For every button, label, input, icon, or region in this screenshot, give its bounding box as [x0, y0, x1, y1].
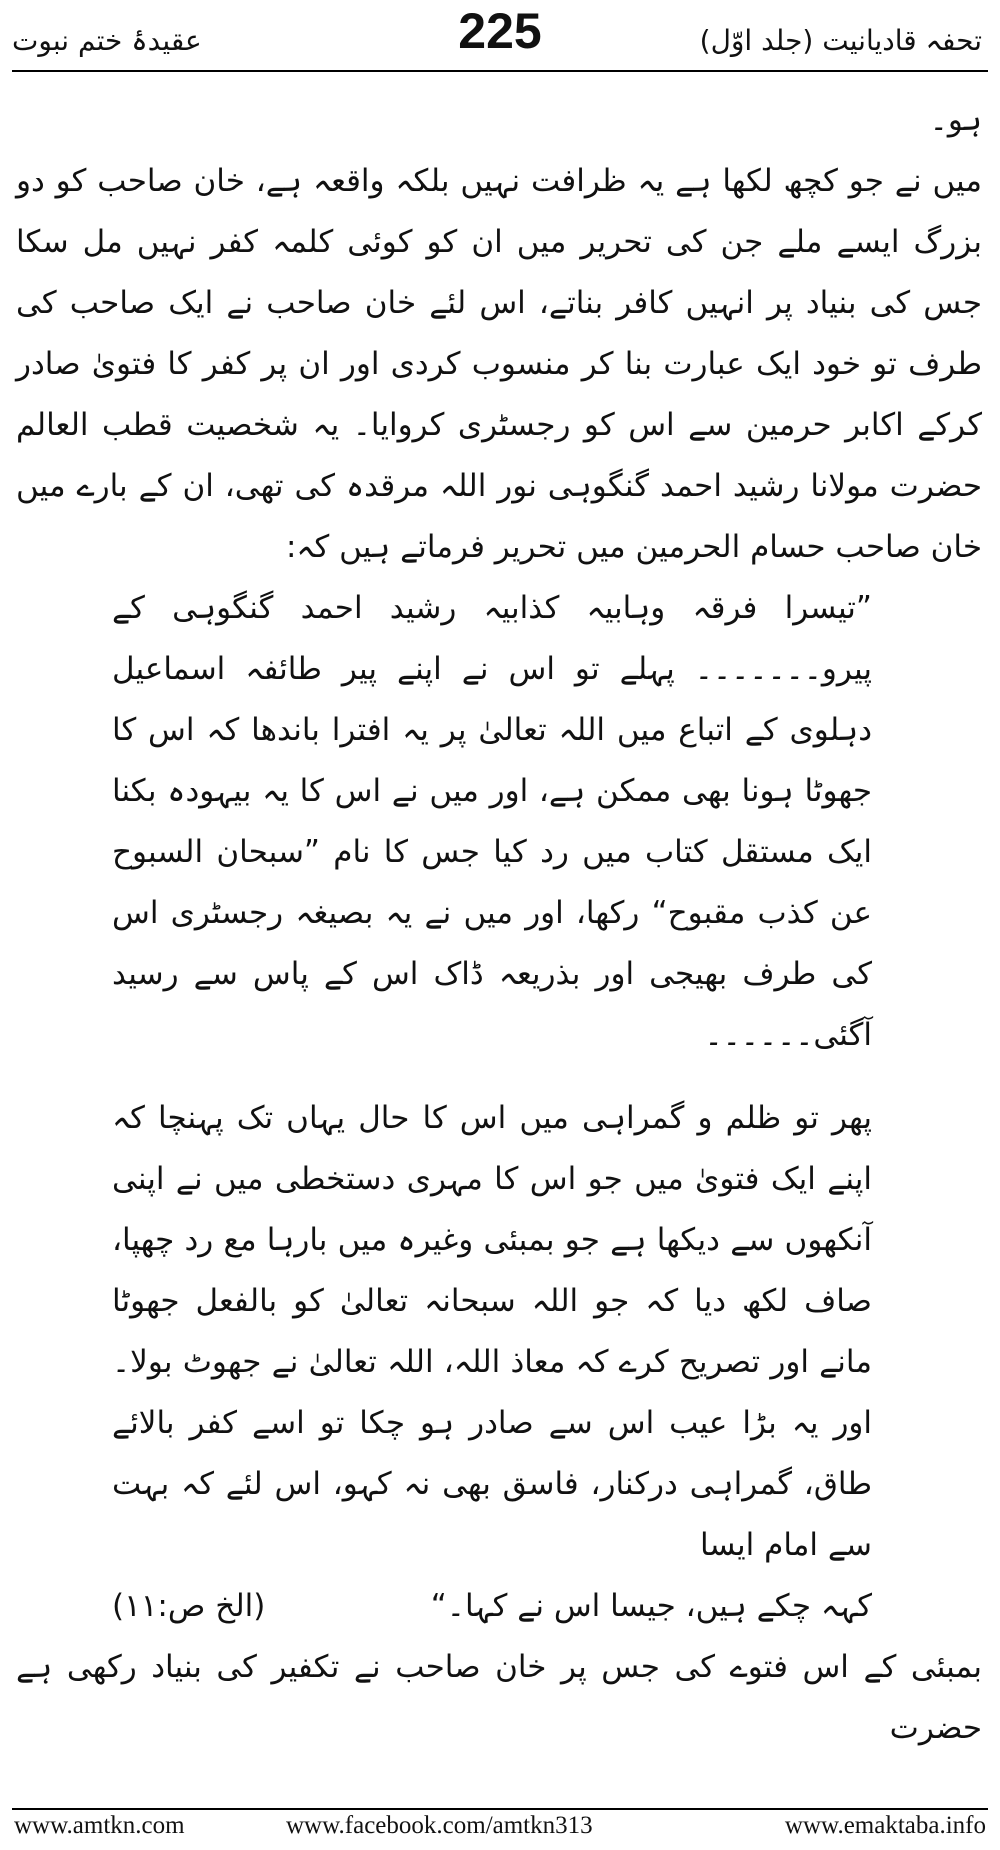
quote-closing-line [112, 1576, 872, 1637]
header-divider [12, 70, 988, 72]
block-quote [112, 578, 872, 1637]
page-body [16, 90, 982, 1759]
citation: (الخ ص:۱۱) [112, 1588, 266, 1624]
footer-link-facebook[interactable]: www.facebook.com/amtkn313 [286, 1812, 593, 1839]
page-header [0, 0, 1000, 78]
footer-link-amtkn[interactable]: www.amtkn.com [14, 1812, 185, 1839]
closing-paragraph: بمبئی کے اس فتوے کی جس پر خان صاحب نے تکفیر کی بنیاد رکھی ہے حضرت [16, 1649, 982, 1746]
page-number: 225 [458, 3, 542, 59]
footer-divider [12, 1808, 988, 1810]
footer-link-emaktaba[interactable]: www.emaktaba.info [784, 1812, 986, 1839]
book-title: تحفہ قادیانیت (جلد اوّل) [699, 24, 982, 57]
quote-end: کہہ چکے ہیں، جیسا اس نے کہا۔“ [430, 1588, 872, 1624]
page-footer [14, 1812, 986, 1846]
quote-paragraph-2: پھر تو ظلم و گمراہی میں اس کا حال یہاں تک پہنچا کہ اپنے ایک فتویٰ میں جو اس کا مہری دستخطی میں نے اپنی آنکھوں سے دیکھا ہے جو بمبئی وغیرہ میں بارہا مع رد چھپا، صاف لکھ دیا کہ جو اللہ سبحانہ تعالیٰ کو بالفعل جھوٹا مانے اور تصریح کرے کہ معاذ اللہ، اللہ تعالیٰ نے جھوٹ بولا۔ اور یہ بڑا عیب اس سے صادر ہو چکا تو اسے کفر بالائے طاق، گمراہی درکنار، فاسق بھی نہ کہو، اس لئے کہ بہت سے امام ایسا [112, 1100, 872, 1563]
paragraph-main: میں نے جو کچھ لکھا ہے یہ ظرافت نہیں بلکہ واقعہ ہے، خان صاحب کو دو بزرگ ایسے ملے جن کی تحریر میں ان کو کوئی کلمہ کفر نہیں مل سکا جس کی بنیاد پر انہیں کافر بناتے، اس لئے خان صاحب نے ایک صاحب کی طرف تو خود ایک عبارت بنا کر منسوب کردی اور ان پر کفر کا فتویٰ صادر کرکے اکابر حرمین سے اس کو رجسٹری کروایا۔ یہ شخصیت قطب العالم حضرت مولانا رشید احمد گنگوہی نور اللہ مرقدہ کی تھی، ان کے بارے میں خان صاحب حسام الحرمین میں تحریر فرماتے ہیں کہ: [16, 163, 983, 565]
opening-fragment: ہو۔ [929, 102, 982, 138]
section-title: عقیدۂ ختم نبوت [12, 24, 202, 57]
quote-paragraph-1: ”تیسرا فرقہ وہابیہ کذابیہ رشید احمد گنگوہی کے پیرو۔۔۔۔۔۔۔ پہلے تو اس نے اپنے پیر طائفہ اسماعیل دہلوی کے اتباع میں اللہ تعالیٰ پر یہ افترا باندھا کہ اس کا جھوٹا ہونا بھی ممکن ہے، اور میں نے اس کا یہ بیہودہ بکنا ایک مستقل کتاب میں رد کیا جس کا نام ”سبحان السبوح عن کذب مقبوح“ رکھا، اور میں نے یہ بصیغہ رجسٹری اس کی طرف بھیجی اور بذریعہ ڈاک اس کے پاس سے رسید آگئی۔۔۔۔۔۔ [112, 590, 872, 1053]
